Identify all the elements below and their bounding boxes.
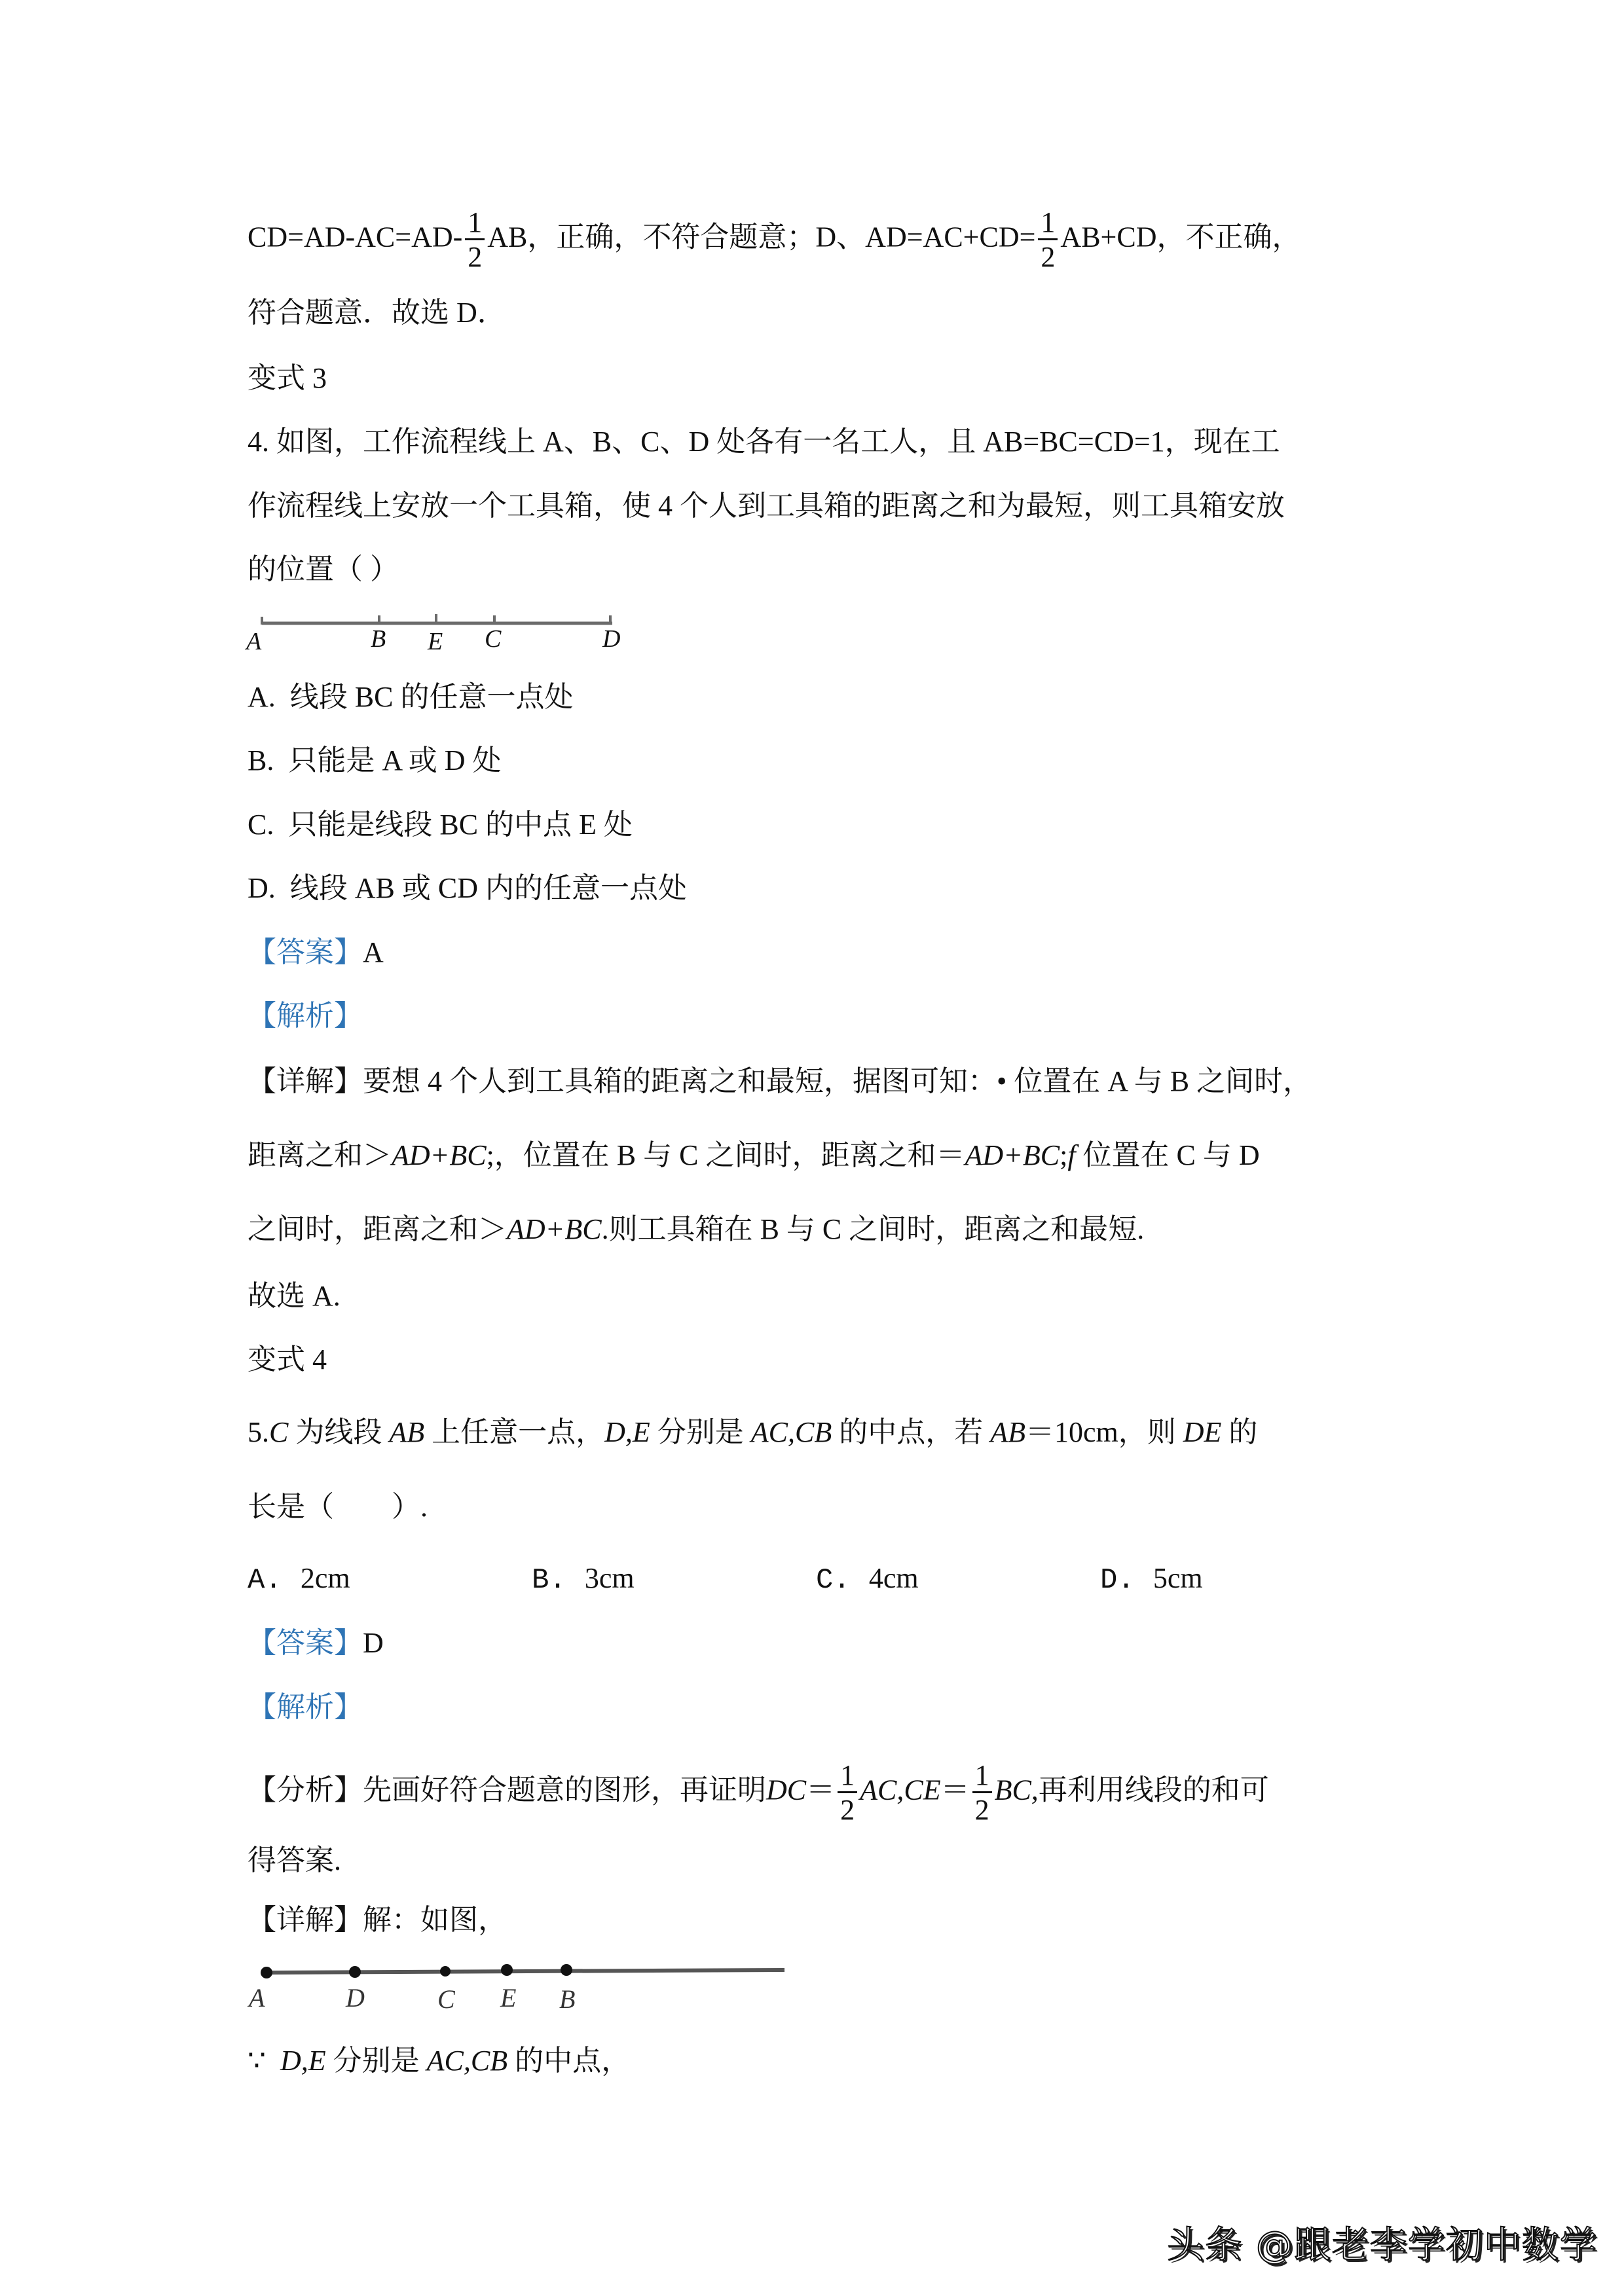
fraction-one-half: $\frac{1}{2}$ (1038, 208, 1058, 272)
answer-line (248, 1624, 384, 1663)
prev-solution-line-2: 符合题意．故选 D． (248, 297, 506, 329)
option-b: B. 3cm (532, 1562, 635, 1597)
option-d: D. 5cm (1100, 1562, 1203, 1597)
question-4-line-2: 作流程线上安放一个工具箱，使 4 个人到工具箱的距离之和为最短，则工具箱安放 (248, 490, 1285, 522)
detail-line-1: 【详解】要想 4 个人到工具箱的距离之和最短，据图可知：• 位置在 A 与 B 之间时， (248, 1065, 1312, 1097)
answer-value: A (363, 936, 384, 968)
answer-line (248, 933, 384, 972)
svg-text:E: E (428, 628, 443, 655)
analysis-tag: 【解析】 (248, 1000, 363, 1032)
answer-tag: 【答案】 (248, 1627, 363, 1659)
option-b: B. 只能是 A 或 D 处 (248, 744, 502, 776)
text: AB，正确，不符合题意；D、AD=AC+CD= (487, 221, 1036, 253)
segment-midpoints-diagram (242, 1941, 812, 2013)
analysis-tag: 【解析】 (248, 1691, 363, 1723)
svg-text:E: E (500, 1983, 517, 2013)
option-c: C. 4cm (816, 1562, 919, 1597)
fraction-one-half: $\frac{1}{2}$ (972, 1761, 992, 1825)
detail-line-3: 之间时，距离之和＞AD+BC.则工具箱在 B 与 C 之间时，距离之和最短. (248, 1213, 1145, 1245)
text: CD=AD-AC=AD- (248, 221, 463, 253)
analysis-line-1: 【分析】先画好符合题意的图形，再证明DC＝ $\frac{1}{2}$ AC,CE＝ $\frac{1}{2}$ BC,再利用线段的和可 (248, 1759, 1269, 1826)
text: AB+CD，不正确， (1060, 221, 1301, 253)
detail-conclusion: 故选 A. (248, 1280, 341, 1312)
option-d: D. 线段 AB 或 CD 内的任意一点处 (248, 872, 688, 904)
watermark: 头条 @跟老李学初中数学 (1167, 2224, 1598, 2267)
option-c: C. 只能是线段 BC 的中点 E 处 (248, 809, 633, 841)
prev-solution-line-1 (248, 208, 1301, 272)
answer-value: D (363, 1627, 384, 1659)
fraction-one-half: $\frac{1}{2}$ (465, 208, 485, 272)
question-4-line-1: 4. 如图，工作流程线上 A、B、C、D 处各有一名工人，且 AB=BC=CD=1，现在工 (248, 426, 1280, 458)
question-4-line-3: 的位置（ ） (248, 553, 399, 585)
fraction-one-half: $\frac{1}{2}$ (838, 1761, 857, 1825)
question-5-options (248, 1561, 1384, 1597)
variant-3-heading: 变式 3 (248, 362, 327, 394)
detail-line-1: 【详解】解：如图， (248, 1904, 507, 1936)
because-symbol: ∵ (248, 2045, 266, 2077)
question-5-line-2: 长是（ ）. (248, 1491, 428, 1523)
option-a: A. 2cm (248, 1562, 350, 1597)
answer-tag: 【答案】 (248, 936, 363, 968)
workflow-line-diagram (242, 609, 635, 661)
detail-line-2: ∵ D,E 分别是 AC,CB 的中点， (248, 2045, 631, 2077)
option-a: A. 线段 BC 的任意一点处 (248, 681, 574, 713)
svg-text:A: A (246, 628, 262, 655)
question-5-line-1: 5.C 为线段 AB 上任意一点，D,E 分别是 AC,CB 的中点，若 AB＝10cm，则 DE 的 (248, 1416, 1258, 1448)
svg-text:B: B (559, 1984, 576, 2013)
svg-text:C: C (485, 625, 502, 653)
svg-text:B: B (371, 625, 386, 653)
svg-text:D: D (346, 1983, 365, 2013)
svg-text:D: D (602, 625, 621, 653)
svg-text:C: C (437, 1984, 455, 2013)
variant-4-heading: 变式 4 (248, 1343, 327, 1376)
analysis-line-2: 得答案. (248, 1844, 341, 1876)
detail-line-2: 距离之和＞AD+BC;，位置在 B 与 C 之间时，距离之和＝AD+BC;f 位置在 C 与 D (248, 1139, 1260, 1171)
svg-text:A: A (249, 1983, 265, 2013)
